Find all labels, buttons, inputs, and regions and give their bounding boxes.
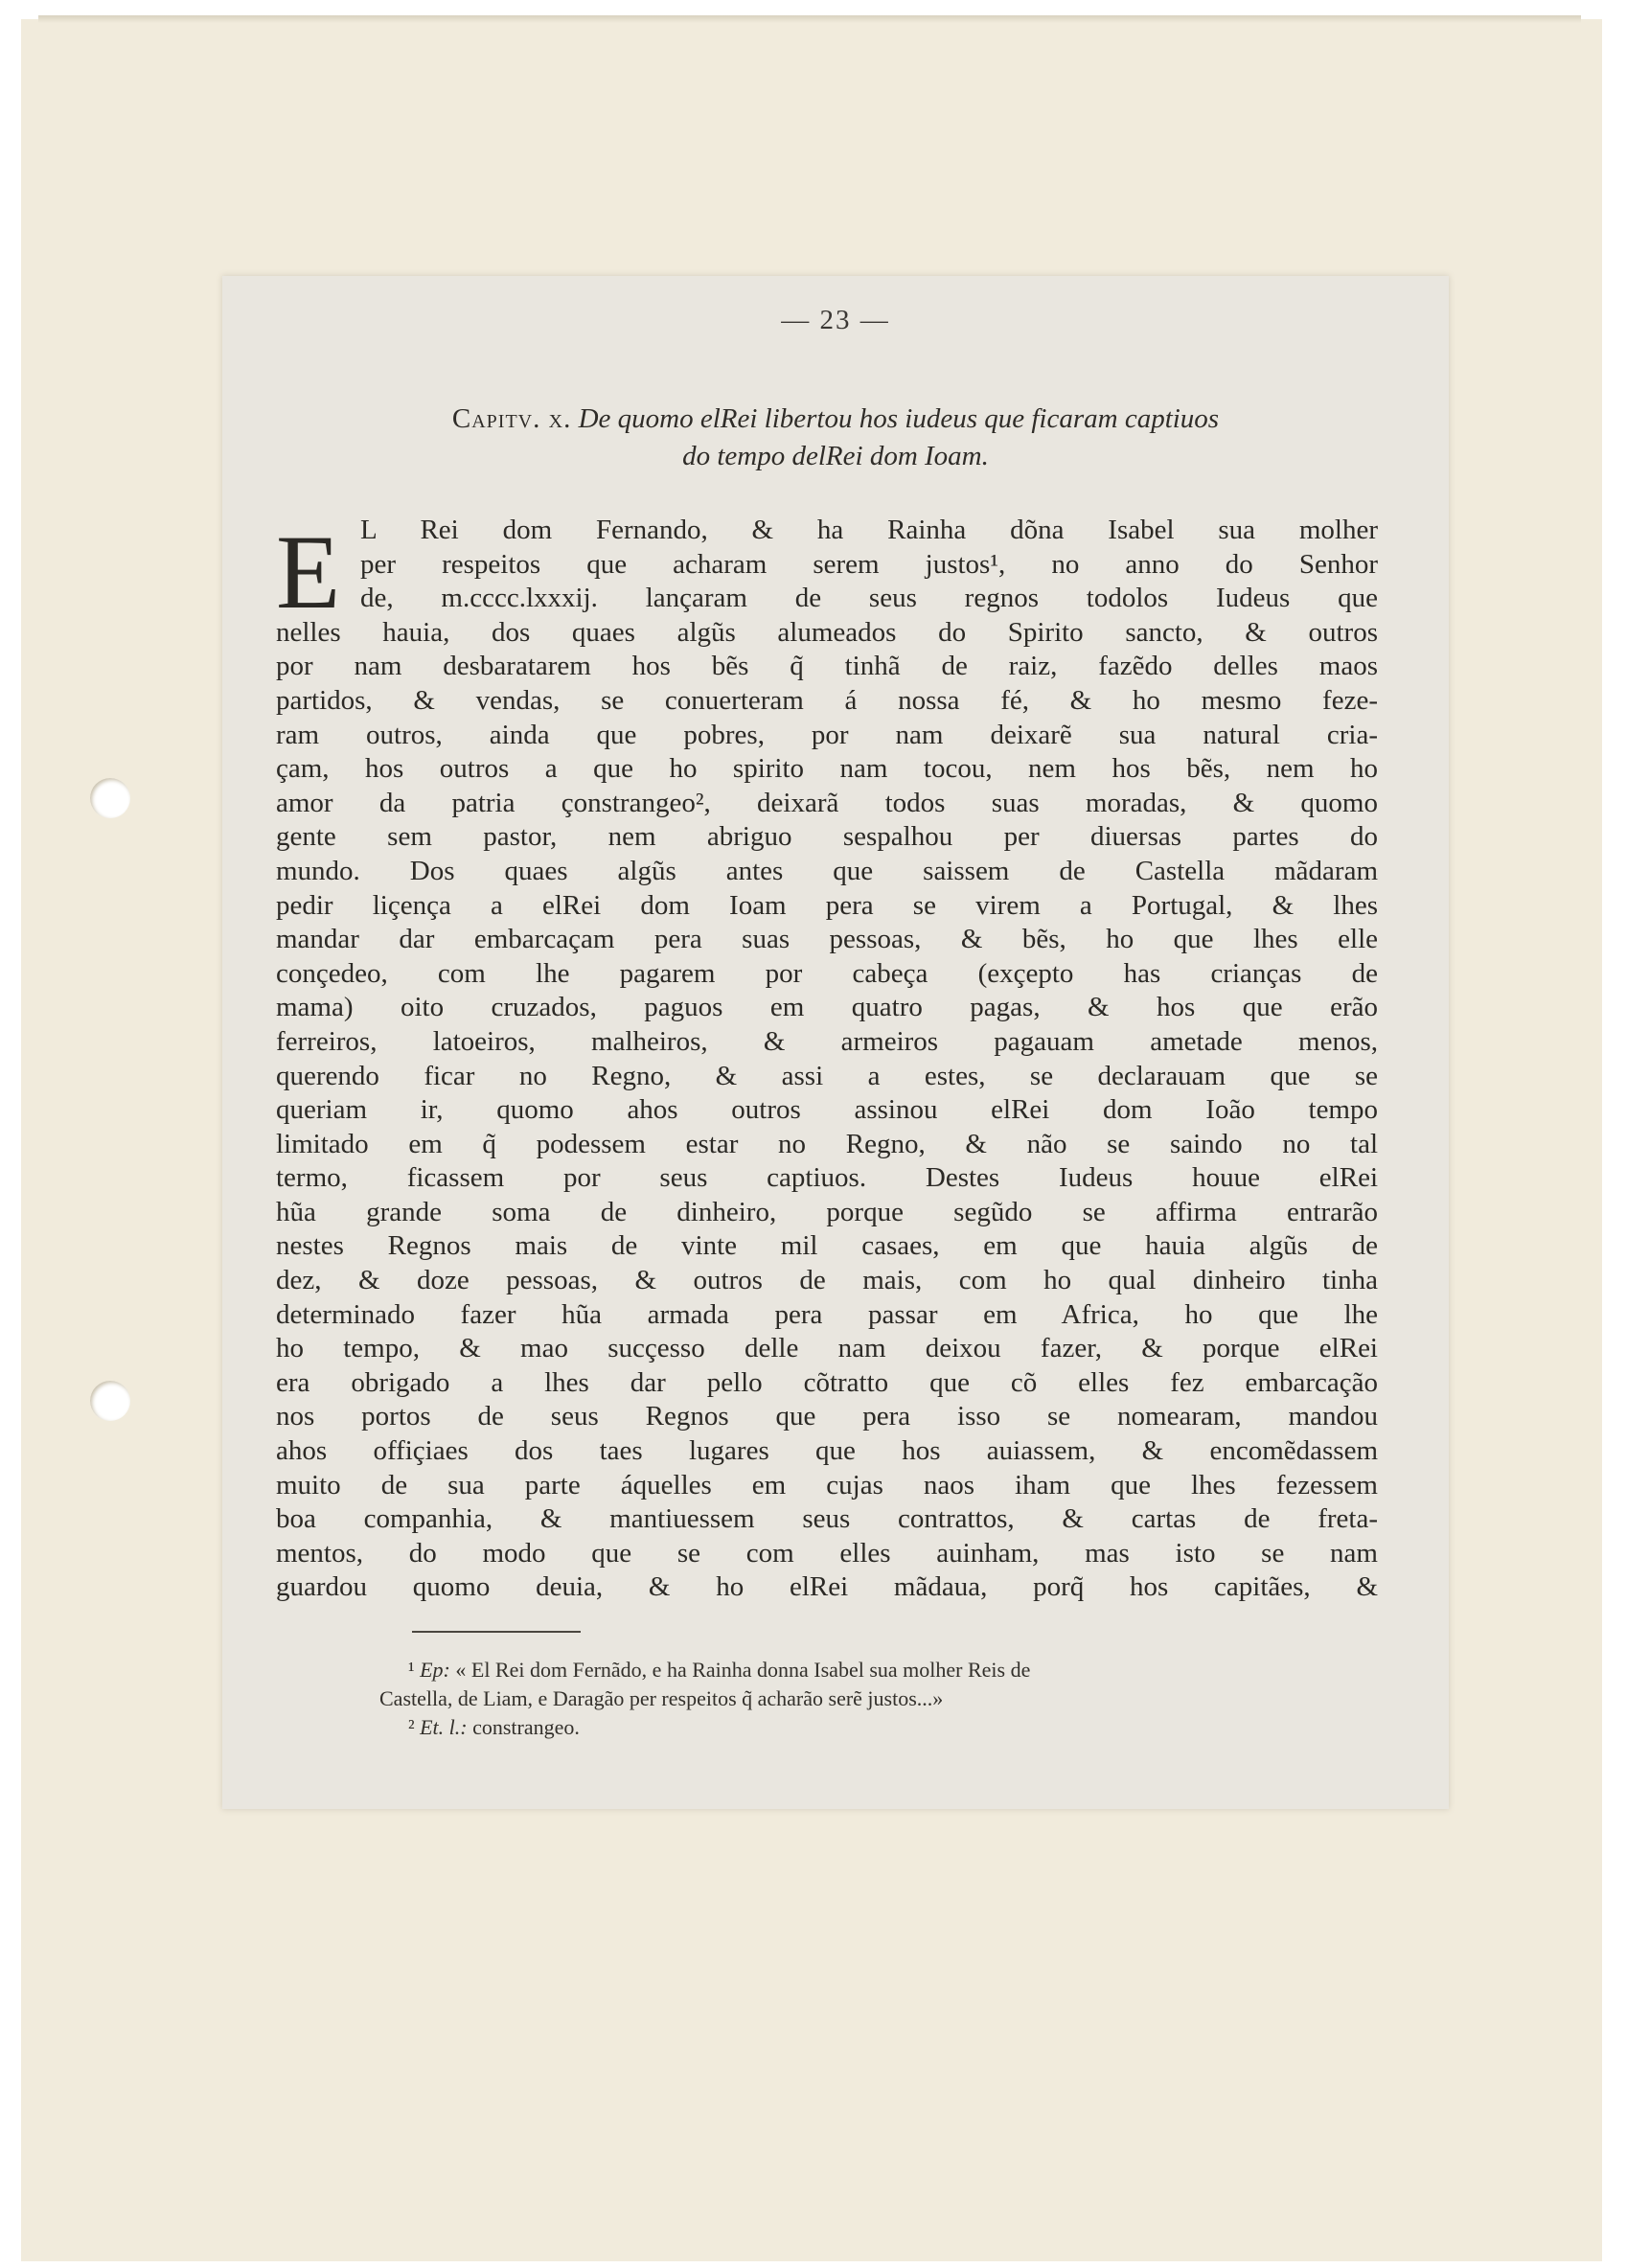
body-text xyxy=(276,514,1378,1605)
body-line: era obrigado a lhes dar pello cõtratto que cõ elles fez embarcação xyxy=(276,1366,1378,1398)
footnote-2 xyxy=(408,1713,1366,1742)
footnote-2-mark: ² xyxy=(408,1715,415,1739)
body-line: dez, & doze pessoas, & outros de mais, com ho qual dinheiro tinha xyxy=(276,1265,1378,1296)
footnote-1-source: Ep: xyxy=(420,1658,450,1682)
body-line: çam, hos outros a que ho spirito nam tocou, nem hos bẽs, nem ho xyxy=(276,753,1378,785)
body-line: partidos, & vendas, se conuerteram á nossa fé, & ho mesmo feze- xyxy=(276,684,1378,716)
body-line: L Rei dom Fernando, & ha Rainha dõna Isabel sua molher xyxy=(360,515,1378,545)
body-line: mentos, do modo que se com elles auinham, mas isto se nam xyxy=(276,1537,1378,1569)
body-line: pedir liçença a elRei dom Ioam pera se virem a Portugal, & lhes xyxy=(276,889,1378,921)
body-line: determinado fazer hũa armada pera passar em Africa, ho que lhe xyxy=(276,1298,1378,1330)
footnote-rule xyxy=(412,1631,581,1633)
chapter-title: De quomo elRei libertou hos iudeus que ficaram captiuos xyxy=(578,403,1220,434)
chapter-label: Capitv. x. xyxy=(451,403,572,434)
body-line: mundo. Dos quaes algũs antes que saissem de Castella mãdaram xyxy=(276,855,1378,886)
footnote-1-text-line1: « El Rei dom Fernãdo, e ha Rainha donna Isabel sua molher Reis de xyxy=(455,1658,1031,1682)
body-line: ho tempo, & mao sucçesso delle nam deixou fazer, & porque elRei xyxy=(276,1333,1378,1364)
body-line: boa companhia, & mantiuessem seus contrattos, & cartas de freta- xyxy=(276,1503,1378,1535)
footnote-1 xyxy=(408,1656,1366,1684)
body-line: nestes Regnos mais de vinte mil casaes, em que hauia algũs de xyxy=(276,1230,1378,1262)
body-line: ahos offiçiaes dos taes lugares que hos auiassem, & encomẽdassem xyxy=(276,1435,1378,1467)
sheet-top-shadow xyxy=(38,15,1581,23)
page-number: — 23 — xyxy=(781,305,890,335)
body-line: per respeitos que acharam serem justos¹, no anno do Senhor xyxy=(360,548,1378,580)
body-line: nos portos de seus Regnos que pera isso se nomearam, mandou xyxy=(276,1401,1378,1432)
footnote-1-text-line2: Castella, de Liam, e Daragão per respeitos q̃ acharão serẽ justos...» xyxy=(379,1686,944,1710)
body-line: termo, ficassem por seus captiuos. Destes Iudeus houue elRei xyxy=(276,1162,1378,1194)
body-line: limitado em q̃ podessem estar no Regno, & não se saindo no tal xyxy=(276,1128,1378,1159)
footnotes xyxy=(379,1656,1366,1742)
body-line: muito de sua parte áquelles em cujas naos iham que lhes fezessem xyxy=(276,1469,1378,1501)
chapter-heading xyxy=(289,401,1382,475)
body-line: conçedeo, com lhe pagarem por cabeça (exçepto has crianças de xyxy=(276,957,1378,989)
body-line: mandar dar embarcaçam pera suas pessoas, & bẽs, ho que lhes elle xyxy=(276,924,1378,955)
body-line: guardou quomo deuia, & ho elRei mãdaua, porq̃ hos capitães, & xyxy=(276,1571,1378,1603)
body-line: hũa grande soma de dinheiro, porque segũdo se affirma entrarão xyxy=(276,1196,1378,1227)
body-line: queriam ir, quomo ahos outros assinou elRei dom Ioão tempo xyxy=(276,1094,1378,1126)
body-line: ram outros, ainda que pobres, por nam deixarẽ sua natural cria- xyxy=(276,719,1378,750)
page-clipping xyxy=(222,276,1449,1809)
drop-cap: E xyxy=(276,514,341,630)
punch-hole-top xyxy=(90,778,130,818)
footnote-2-source: Et. l.: xyxy=(420,1715,468,1739)
punch-hole-bottom xyxy=(90,1381,130,1421)
body-line: querendo ficar no Regno, & assi a estes, se declarauam que se xyxy=(276,1060,1378,1091)
chapter-title-line2: do tempo delRei dom Ioam. xyxy=(682,440,989,471)
body-line: mama) oito cruzados, paguos em quatro pagas, & hos que erão xyxy=(276,992,1378,1023)
body-line: ferreiros, latoeiros, malheiros, & armeiros pagauam ametade menos, xyxy=(276,1025,1378,1057)
footnote-2-text: constrangeo. xyxy=(472,1715,580,1739)
body-line: nelles hauia, dos quaes algũs alumeados do Spirito sancto, & outros xyxy=(276,616,1378,648)
body-line: gente sem pastor, nem abriguo sespalhou per diuersas partes do xyxy=(276,821,1378,853)
body-line: por nam desbaratarem hos bẽs q̃ tinhã de raiz, fazẽdo delles maos xyxy=(276,651,1378,682)
body-line: de, m.cccc.lxxxij. lançaram de seus regnos todolos Iudeus que xyxy=(360,583,1378,614)
chapter-title-line1 xyxy=(289,401,1382,438)
footnote-1-mark: ¹ xyxy=(408,1658,415,1682)
body-line: amor da patria çonstrangeo², deixarã todos suas moradas, & quomo xyxy=(276,787,1378,818)
